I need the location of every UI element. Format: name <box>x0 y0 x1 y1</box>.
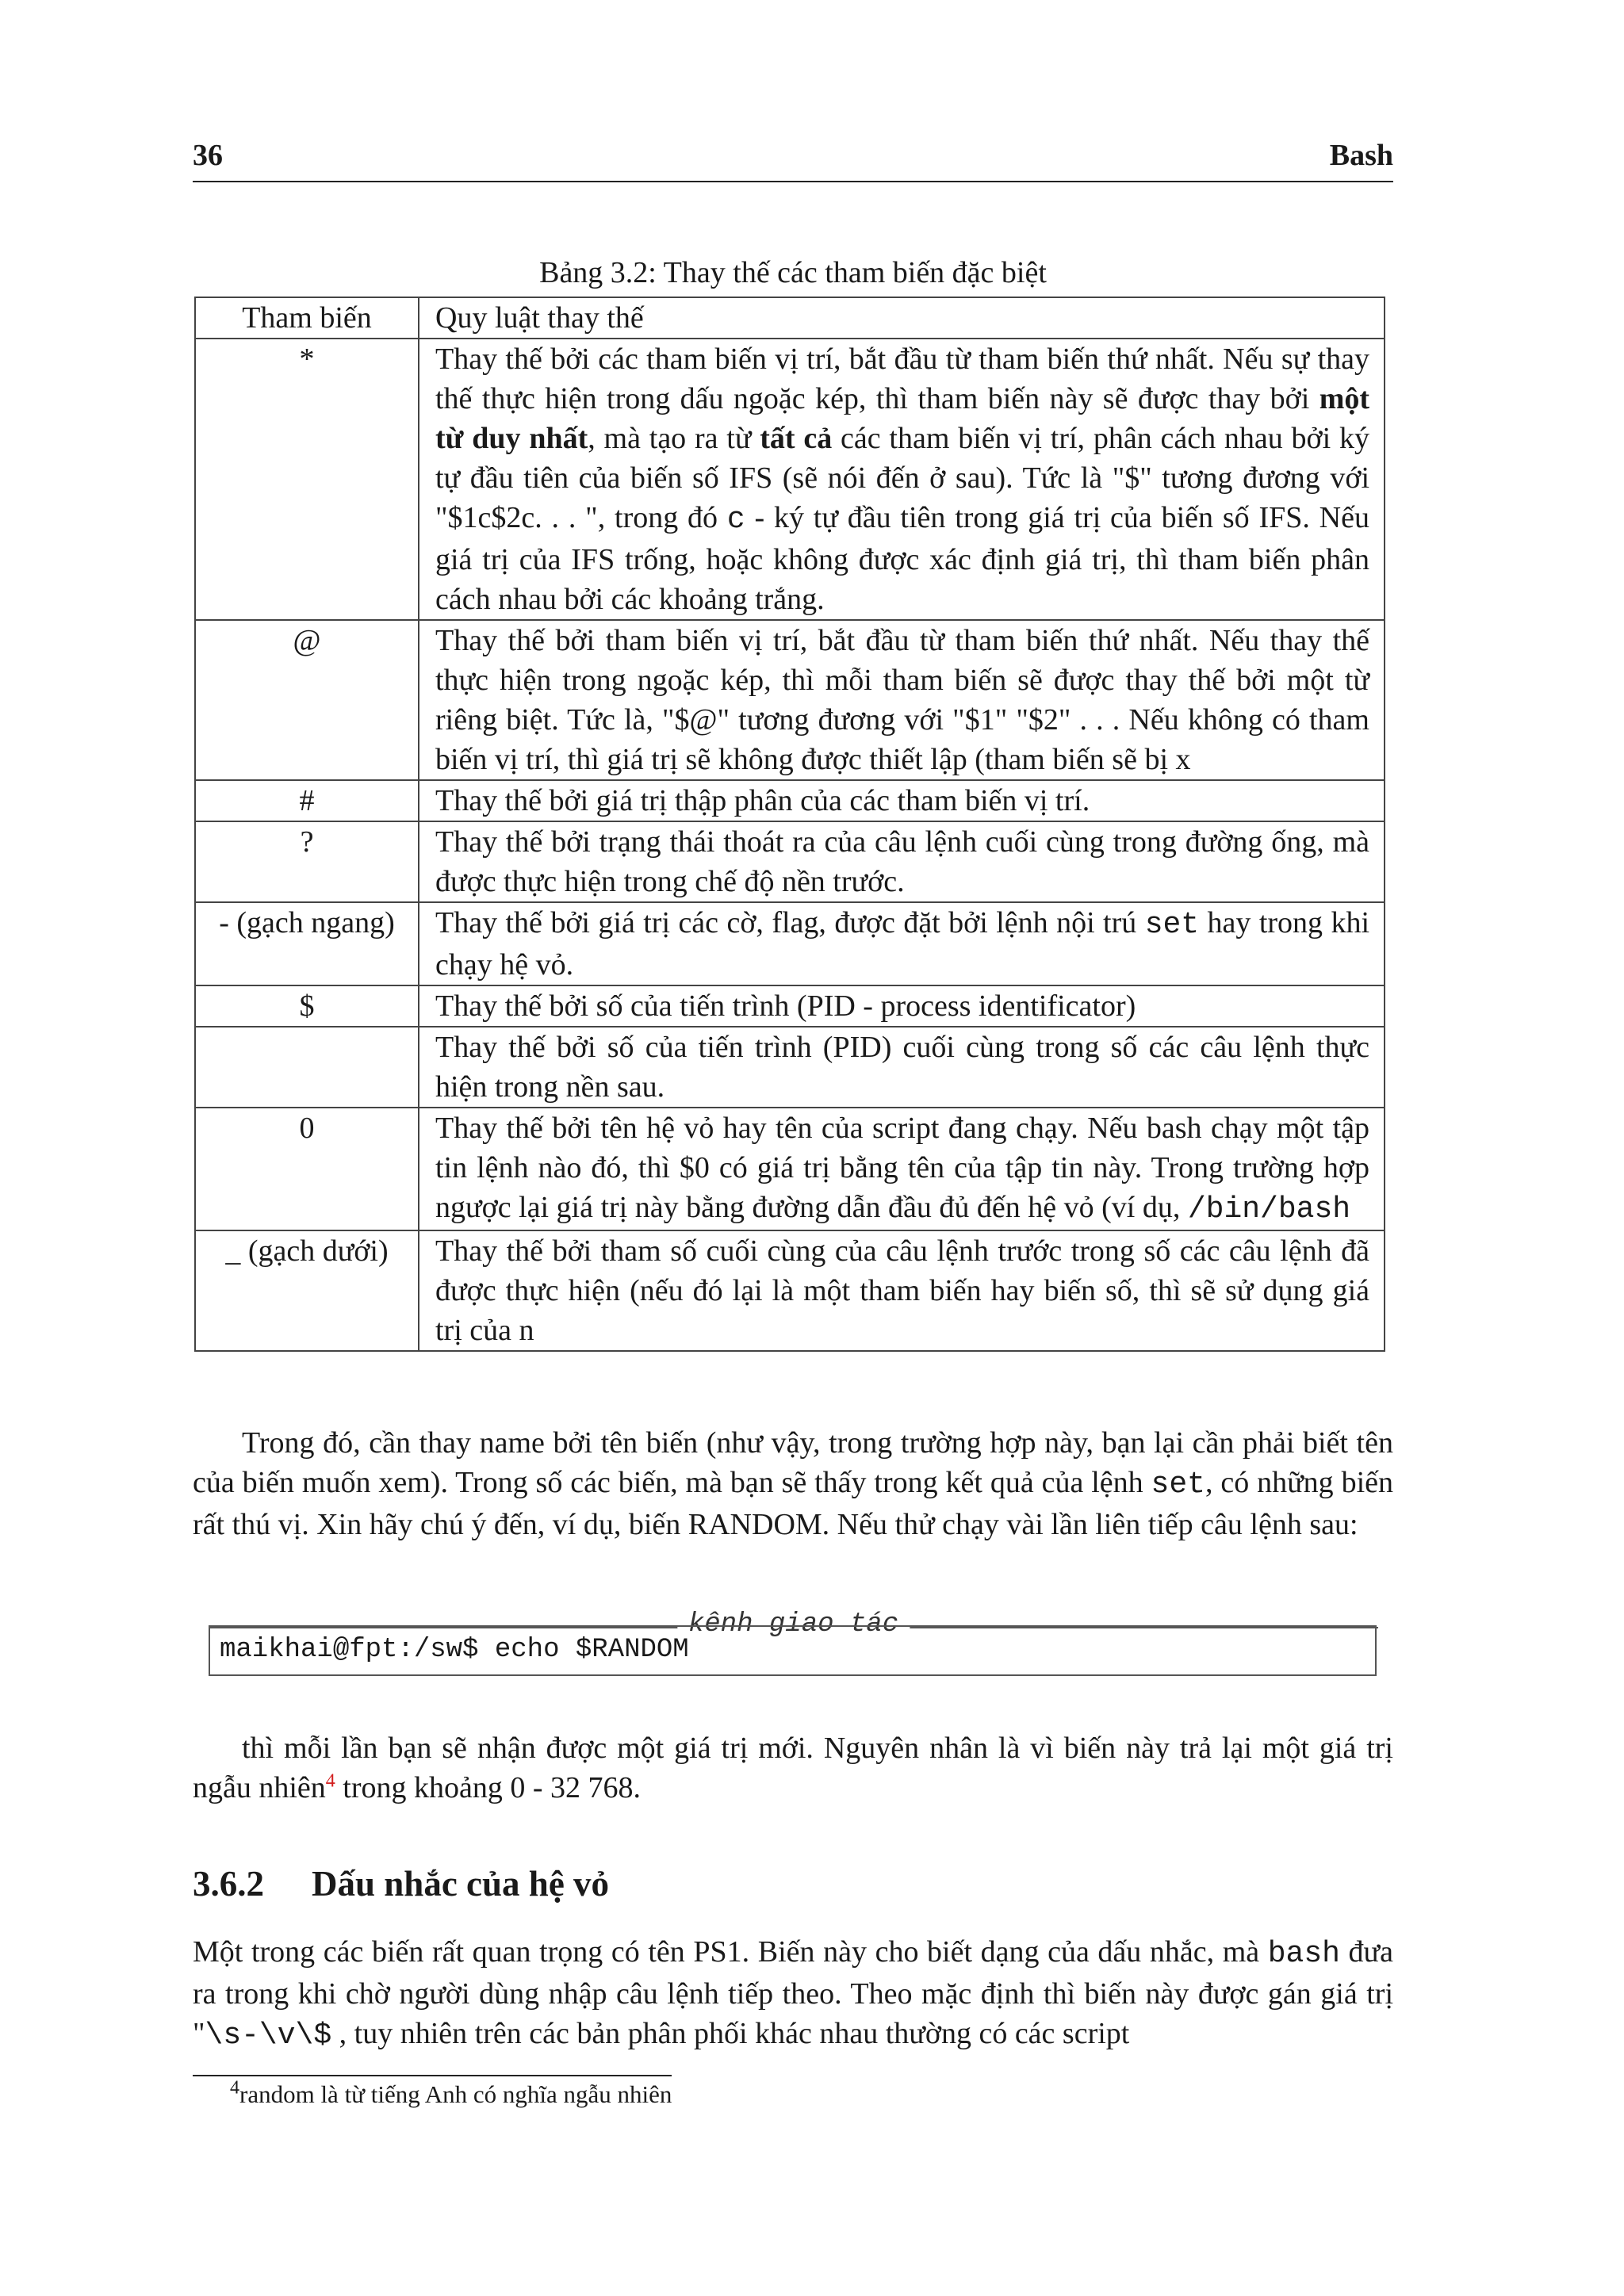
rule-code: /bin/bash <box>1187 1192 1351 1226</box>
rule-text: - ký tự đầu tiên trong giá trị của biến số IFS. Nếu giá trị của IFS trống, hoặc không được xác định giá trị, thì tham biến phân cách nhau bởi các khoảng trắng. <box>435 501 1369 616</box>
rule-cell <box>419 902 1385 985</box>
body-paragraph <box>193 1728 1393 1808</box>
rule-cell: Thay thế bởi tham số cuối cùng của câu lệnh trước trong số các câu lệnh đã được thực hiện (nếu đó lại là một tham biến hay biến số, thì sẽ sử dụng giá trị của n <box>419 1230 1385 1351</box>
table-row <box>195 780 1385 821</box>
param-cell: $ <box>195 985 419 1027</box>
param-cell: * <box>195 339 419 620</box>
table-row <box>195 620 1385 780</box>
terminal-label-text: kênh giao tác <box>677 1609 910 1640</box>
paragraph-text: thì mỗi lần bạn sẽ nhận được một giá trị mới. Nguyên nhân là vì biến này trả lại một giá trị ngẫu nhiên <box>193 1732 1393 1804</box>
section-title: Dấu nhắc của hệ vỏ <box>312 1864 610 1904</box>
table-row <box>195 821 1385 902</box>
footnote-marker[interactable]: 4 <box>325 1770 335 1792</box>
param-cell <box>195 1027 419 1108</box>
rule-code: set <box>1144 908 1200 942</box>
rule-code: c <box>726 503 745 537</box>
terminal-command: maikhai@fpt:/sw$ echo $RANDOM <box>220 1635 689 1665</box>
rule-text: hay trong khi chạy hệ vỏ. <box>435 906 1370 982</box>
param-cell: _ (gạch dưới) <box>195 1230 419 1351</box>
param-cell: 0 <box>195 1108 419 1230</box>
table-row <box>195 339 1385 620</box>
paragraph-text: , tuy nhiên trên các bản phân phối khác nhau thường có các script <box>331 2017 1130 2050</box>
header-param: Tham biến <box>195 297 419 339</box>
rule-emphasis: tất cả <box>760 422 833 455</box>
body-paragraph <box>193 1932 1393 2056</box>
param-cell: ? <box>195 821 419 902</box>
chapter-title: Bash <box>1329 139 1393 172</box>
footnote-text: random là từ tiếng Anh có nghĩa ngẫu nhiên <box>239 2080 672 2108</box>
page-number: 36 <box>193 139 223 172</box>
paragraph-text: trong khoảng 0 - 32 768. <box>335 1771 642 1804</box>
inline-code: \s-\v\$ <box>205 2019 332 2053</box>
footnote-rule <box>193 2075 672 2076</box>
paragraph-text: đưa ra trong khi chờ người dùng nhập câu lệnh tiếp theo. Theo mặc định thì biến này được gán giá trị " <box>193 1935 1393 2050</box>
rule-cell <box>419 1108 1385 1230</box>
rule-emphasis: một từ duy nhất <box>435 382 1369 455</box>
rule-text: Thay thế bởi giá trị các cờ, flag, được đặt bởi lệnh nội trú <box>435 906 1145 939</box>
table-row <box>195 902 1385 985</box>
footnote <box>230 2077 672 2109</box>
rule-text: , mà tạo ra từ <box>588 422 760 455</box>
inline-code: bash <box>1267 1937 1340 1971</box>
table-header-row <box>195 297 1385 339</box>
section-number: 3.6.2 <box>193 1864 264 1904</box>
body-paragraph <box>193 1423 1393 1544</box>
rule-text: Thay thế bởi các tham biến vị trí, bắt đầu từ tham biến thứ nhất. Nếu sự thay thế thực hiện trong dấu ngoặc kép, thì tham biến này sẽ được thay bởi <box>435 342 1369 415</box>
table-row <box>195 1027 1385 1108</box>
rule-text: Thay thế bởi tên hệ vỏ hay tên của script đang chạy. Nếu bash chạy một tập tin lệnh nào đó, thì $0 có giá trị bằng tên của tập tin này. Trong trường hợp ngược lại giá trị này bằng đường dẫn đầu đủ đến hệ vỏ (ví dụ, <box>435 1112 1369 1224</box>
rule-cell: Thay thế bởi tham biến vị trí, bắt đầu từ tham biến thứ nhất. Nếu thay thế thực hiện trong ngoặc kép, thì mỗi tham biến sẽ được thay thế bởi một từ riêng biệt. Tức là, "$@" tương đương với "$1" "$2" . . . Nếu không có tham biến vị trí, thì giá trị sẽ không được thiết lập (tham biến sẽ bị x <box>419 620 1385 780</box>
inline-code: set <box>1151 1468 1205 1502</box>
paragraph-text: Trong đó, cần thay name bởi tên biến (như vậy, trong trường hợp này, bạn lại cần phải biết tên của biến muốn xem). Trong số các biến, mà bạn sẽ thấy trong kết quả của lệnh <box>193 1426 1393 1499</box>
param-cell: # <box>195 780 419 821</box>
running-head <box>193 135 1393 182</box>
terminal-box <box>209 1625 1377 1676</box>
rule-cell: Thay thế bởi số của tiến trình (PID - process identificator) <box>419 985 1385 1027</box>
table-row <box>195 1108 1385 1230</box>
table-row <box>195 1230 1385 1351</box>
table-caption: Bảng 3.2: Thay thế các tham biến đặc biệt <box>539 256 1047 289</box>
rule-cell <box>419 339 1385 620</box>
footnote-number: 4 <box>230 2077 239 2099</box>
rule-cell: Thay thế bởi số của tiến trình (PID) cuối cùng trong số các câu lệnh thực hiện trong nền sau. <box>419 1027 1385 1108</box>
table-row <box>195 985 1385 1027</box>
rule-cell: Thay thế bởi giá trị thập phân của các tham biến vị trí. <box>419 780 1385 821</box>
section-heading <box>193 1863 609 1904</box>
header-rule: Quy luật thay thế <box>419 297 1385 339</box>
special-params-table <box>194 297 1385 1352</box>
param-cell: - (gạch ngang) <box>195 902 419 985</box>
rule-cell: Thay thế bởi trạng thái thoát ra của câu lệnh cuối cùng trong đường ống, mà được thực hiện trong chế độ nền trước. <box>419 821 1385 902</box>
paragraph-text: Một trong các biến rất quan trọng có tên PS1. Biến này cho biết dạng của dấu nhắc, mà <box>193 1935 1268 1969</box>
paragraph-text: , có những biến rất thú vị. Xin hãy chú ý đến, ví dụ, biến RANDOM. Nếu thử chạy vài lần liên tiếp câu lệnh sau: <box>193 1466 1393 1541</box>
rule-text: các tham biến vị trí, phân cách nhau bởi ký tự đầu tiên của biến số IFS (sẽ nói đến ở sau). Tức là "$" tương đương với "$1c$2c. . . ", trong đó <box>435 422 1369 534</box>
param-cell: @ <box>195 620 419 780</box>
